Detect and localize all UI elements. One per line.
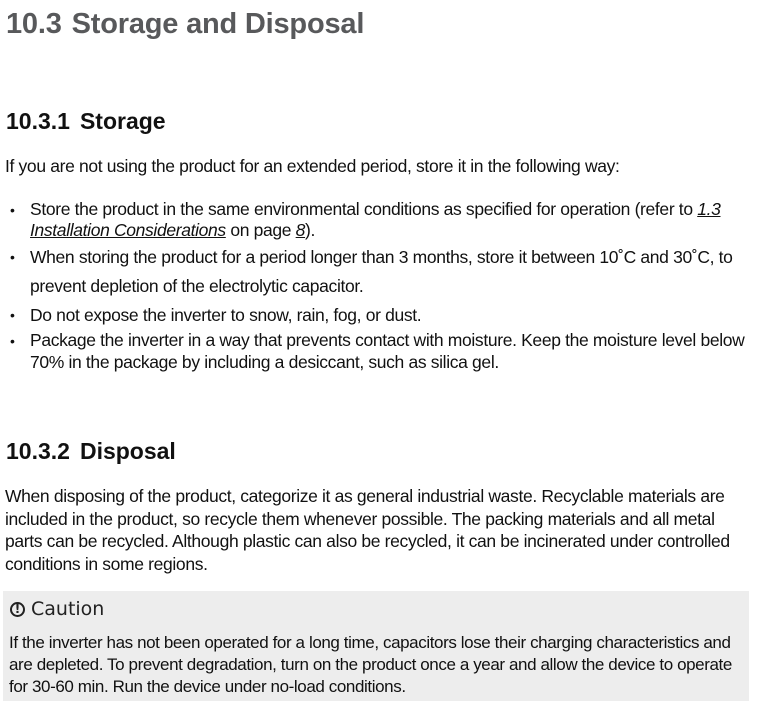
section-number: 10.3 [6,8,62,40]
disposal-heading [6,438,176,465]
caution-box [3,591,749,701]
bullet-dot: • [10,307,15,323]
bullet-text: Do not expose the inverter to snow, rain, fog, or dust. [30,305,422,325]
exclamation-circle-icon: ! [10,602,25,617]
bullet-text: Package the inverter in a way that prevents contact with moisture. Keep the moisture level below 70% in the package by including a desiccant, such as silica gel. [30,330,745,372]
disposal-body: When disposing of the product, categorize it as general industrial waste. Recyclable materials are included in the product, so recycle them whenever possible. The packing materials and all metal parts can be recycled. Although plastic can also be recycled, it can be incinerated under controlled conditions in some regions. [5,486,730,574]
bullet-text: Store the product in the same environmental conditions as specified for operation (refer to [30,199,698,219]
bullet-text: When storing the product for a period longer than 3 months, store it between 10˚C and 30˚C, to prevent depletion of the electrolytic capacitor. [30,247,733,296]
section-title: Storage and Disposal [71,8,365,40]
storage-number: 10.3.1 [6,108,70,134]
disposal-number: 10.3.2 [6,438,70,464]
bullet-dot: • [10,333,15,349]
page-link[interactable]: 8 [295,220,306,240]
storage-heading [6,108,166,135]
bullet-text: ). [305,220,316,240]
section-heading [6,8,364,41]
bullet-dot: • [10,202,15,218]
caution-body: If the inverter has not been operated for a long time, capacitors lose their charging characteristics and are depleted. To prevent degradation, turn on the product once a year and allow the device to operate for 30-60 min. Run the device under no-load conditions. [9,633,732,696]
caution-label: Caution [31,598,105,620]
bullet-text: on page [225,220,296,240]
bullet-dot: • [10,249,15,265]
installation-considerations-link[interactable]: 1.3 Installation Considerations [30,199,721,240]
storage-title: Storage [79,108,166,134]
caution-header [10,598,104,620]
disposal-title: Disposal [79,438,176,464]
storage-intro: If you are not using the product for an extended period, store it in the following way: [5,156,620,176]
